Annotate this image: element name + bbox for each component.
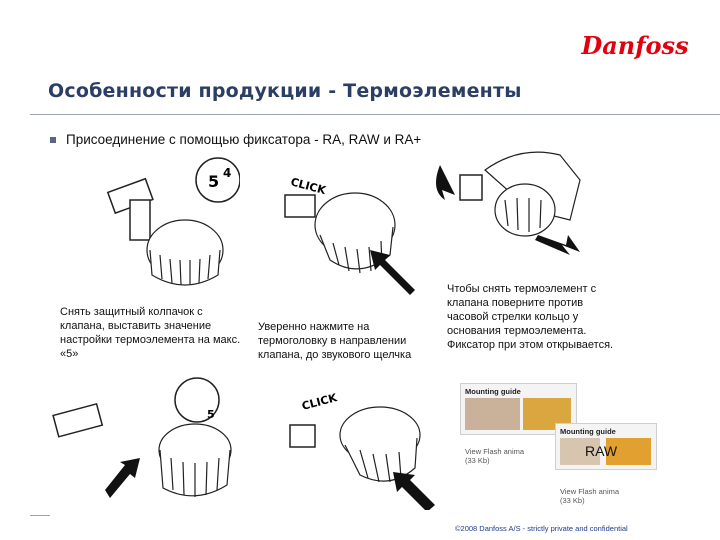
insert-arrow-icon	[105, 458, 140, 498]
setting-number-bottom: 5	[207, 408, 215, 421]
valve-photo-1	[465, 398, 520, 430]
mounting-guide-label-1: Mounting guide	[465, 387, 521, 396]
pull-arrow-icon	[535, 235, 580, 255]
danfoss-logo	[580, 30, 690, 64]
bullet-text: Присоединение с помощью фиксатора - RA, RAW и RA+	[66, 132, 422, 147]
flash-link-2[interactable]: View Flash anima (33 Kb)	[560, 487, 620, 505]
removal-illustration	[430, 140, 590, 270]
valve-setting-bottom-illustration	[45, 370, 235, 510]
step1-caption: Снять защитный колпачок с клапана, выставить значение настройки термоэлемента на макс. «5»	[60, 306, 241, 360]
click-label-bottom: CLICK	[300, 391, 339, 413]
thermostat-setting-illustration	[90, 155, 240, 295]
title-divider	[30, 114, 720, 115]
push-on-illustration	[275, 155, 425, 295]
push-arrow-icon	[370, 250, 415, 295]
setting-number-4: 4	[223, 166, 232, 180]
bullet-item	[50, 132, 421, 147]
flash-link-1[interactable]: View Flash anima (33 Kb)	[465, 447, 525, 465]
logo-text: Danfoss	[581, 31, 689, 60]
click-on-bottom-illustration	[285, 380, 445, 510]
mounting-guide-label-2: Mounting guide	[560, 427, 616, 436]
slide-title: Особенности продукции - Термоэлементы	[48, 80, 522, 102]
footer-copyright: ©2008 Danfoss A/S - strictly private and confidential	[455, 524, 628, 533]
bullet-square-icon	[50, 137, 56, 143]
setting-number-5: 5	[208, 172, 220, 191]
click-label-top: CLICK	[289, 175, 328, 198]
step2-caption: Уверенно нажмите на термоголовку в направлении клапана, до звукового щелчка	[258, 321, 412, 361]
raw-label: RAW	[585, 443, 618, 459]
footer-divider	[30, 515, 50, 516]
push-arrow-bottom-icon	[393, 472, 435, 510]
rotate-arrow-icon	[436, 165, 455, 200]
step3-caption: Чтобы снять термоэлемент с клапана поверните против часовой стрелки кольцо у основания термоэлемента. Фиксатор при этом открывается.	[447, 283, 614, 351]
